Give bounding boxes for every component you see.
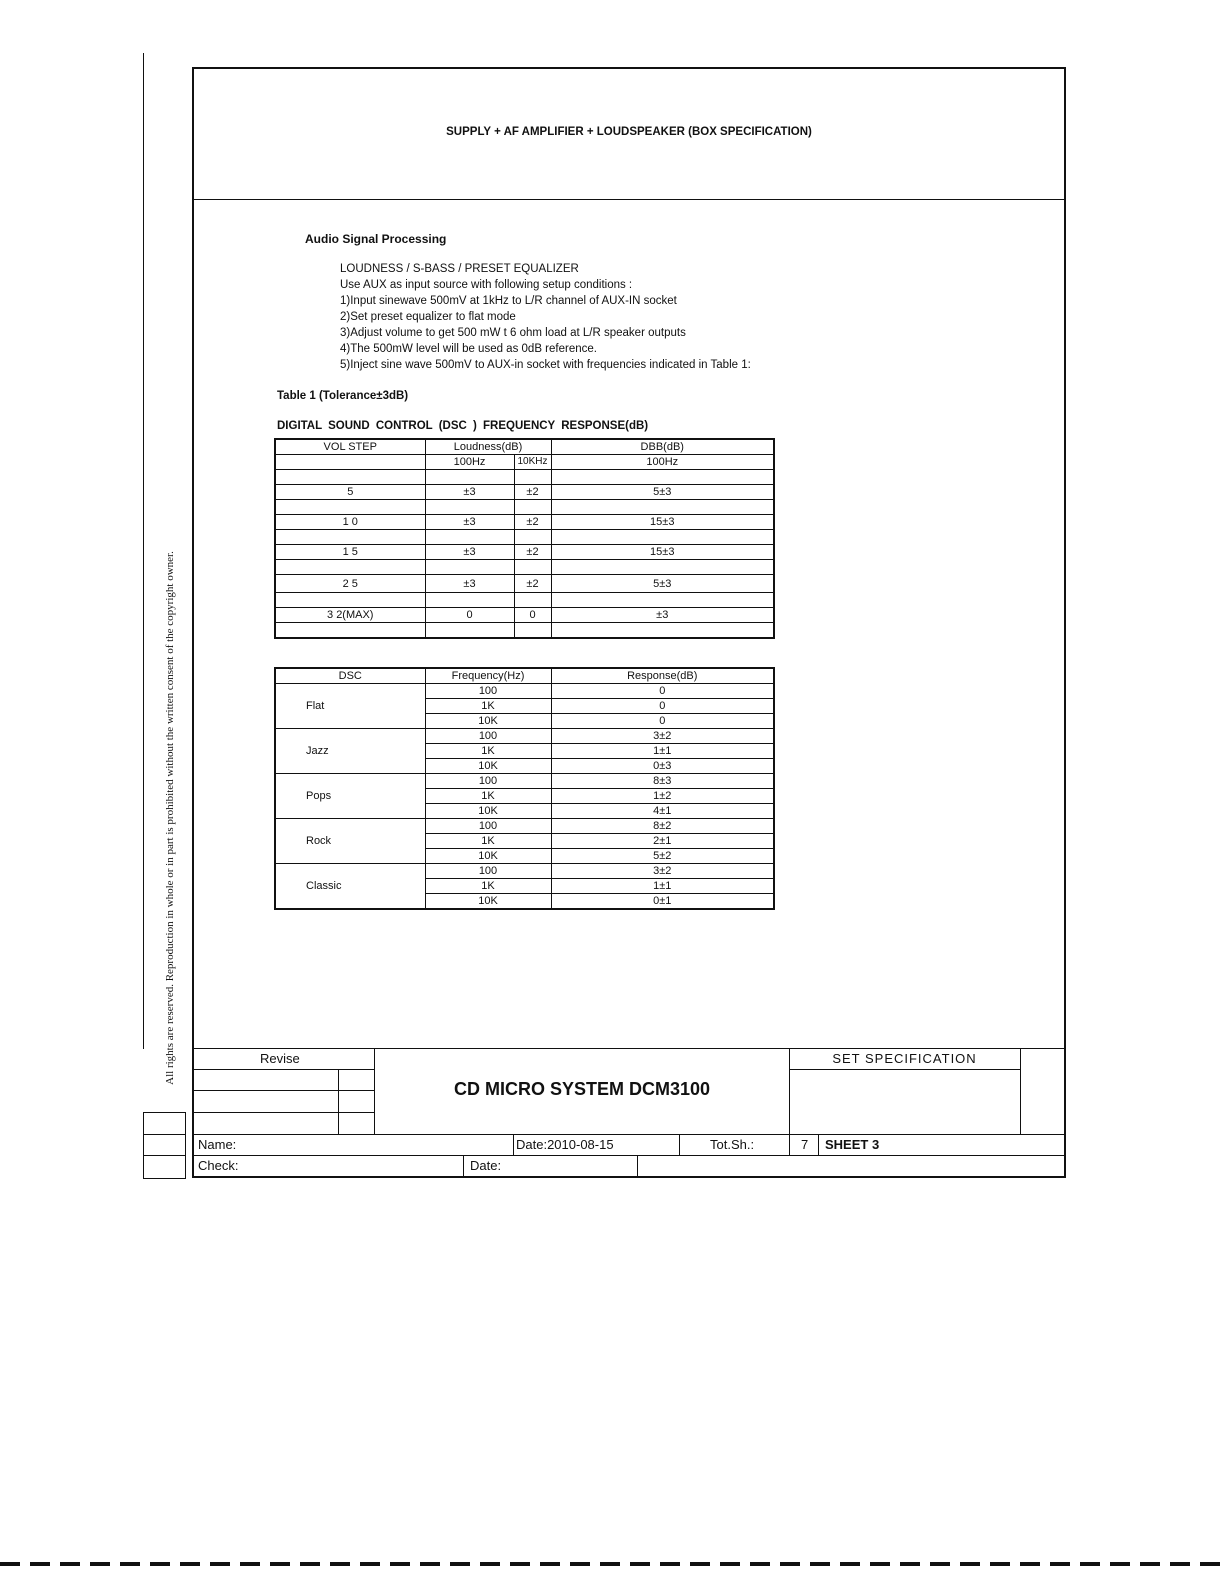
header-dbb: DBB(dB) xyxy=(551,439,774,455)
dsc-mode-jazz: Jazz xyxy=(275,729,425,774)
response: 0 xyxy=(551,684,774,699)
divider xyxy=(192,1069,374,1070)
revise-label: Revise xyxy=(260,1051,300,1066)
response: 5±2 xyxy=(551,849,774,864)
response: 8±3 xyxy=(551,774,774,789)
product-title: CD MICRO SYSTEM DCM3100 xyxy=(453,1079,711,1099)
table-row xyxy=(275,608,774,623)
dbb-value: ±3 xyxy=(551,608,774,623)
header-loudness: Loudness(dB) xyxy=(425,439,551,455)
loudness-10khz: 0 xyxy=(514,608,551,623)
loudness-100hz: 0 xyxy=(425,608,514,623)
section-heading: Audio Signal Processing xyxy=(305,232,447,246)
header-frequency: Frequency(Hz) xyxy=(425,668,551,684)
frequency: 10K xyxy=(425,894,551,910)
bottom-dashed-line xyxy=(0,1562,1220,1566)
divider xyxy=(679,1134,680,1155)
loudness-10khz: ±2 xyxy=(514,485,551,500)
response: 4±1 xyxy=(551,804,774,819)
vol-step: 1 5 xyxy=(275,545,425,560)
loudness-100hz: ±3 xyxy=(425,485,514,500)
spec-line: 4)The 500mW level will be used as 0dB reference. xyxy=(340,343,597,355)
dsc-caption: DIGITAL SOUND CONTROL (DSC ) FREQUENCY RESPONSE(dB) xyxy=(277,420,649,432)
frequency: 1K xyxy=(425,699,551,714)
dsc-mode-rock: Rock xyxy=(275,819,425,864)
loudness-10khz: ±2 xyxy=(514,515,551,530)
response: 0 xyxy=(551,714,774,729)
response: 1±2 xyxy=(551,789,774,804)
loudness-10khz: ±2 xyxy=(514,575,551,593)
dsc-mode-classic: Classic xyxy=(275,864,425,910)
frequency: 1K xyxy=(425,879,551,894)
dbb-value: 5±3 xyxy=(551,485,774,500)
spec-line: 3)Adjust volume to get 500 mW t 6 ohm load at L/R speaker outputs xyxy=(340,327,686,339)
header-divider xyxy=(192,199,1066,200)
divider xyxy=(338,1069,339,1134)
table-row xyxy=(275,774,774,789)
table-row xyxy=(275,515,774,530)
table-row xyxy=(275,684,774,699)
header-response: Response(dB) xyxy=(551,668,774,684)
left-margin-rule xyxy=(143,53,144,1049)
table-row xyxy=(275,575,774,593)
loudness-100hz: ±3 xyxy=(425,515,514,530)
copyright-note: All rights are reserved. Reproduction in whole or in part is prohibited without the written consent of the copyright owner. xyxy=(164,551,176,1085)
frequency: 100 xyxy=(425,684,551,699)
response: 3±2 xyxy=(551,729,774,744)
response: 1±1 xyxy=(551,744,774,759)
frequency: 100 xyxy=(425,864,551,879)
check-date-label: Date: xyxy=(470,1158,502,1173)
response: 1±1 xyxy=(551,879,774,894)
vol-step: 5 xyxy=(275,485,425,500)
subheader-10khz: 10KHz xyxy=(514,455,551,470)
vol-step-table xyxy=(274,438,775,639)
divider xyxy=(192,1155,1066,1156)
vol-step: 3 2(MAX) xyxy=(275,608,425,623)
loudness-10khz: ±2 xyxy=(514,545,551,560)
table-row xyxy=(275,864,774,879)
table-caption: Table 1 (Tolerance±3dB) xyxy=(277,390,409,402)
tot-sheets-value: 7 xyxy=(801,1137,809,1152)
vol-step: 1 0 xyxy=(275,515,425,530)
response: 2±1 xyxy=(551,834,774,849)
date-value: Date:2010-08-15 xyxy=(516,1137,614,1152)
response: 8±2 xyxy=(551,819,774,834)
table-row xyxy=(275,545,774,560)
divider xyxy=(1020,1048,1021,1134)
subheader-100hz: 100Hz xyxy=(425,455,514,470)
set-spec-label: SET SPECIFICATION xyxy=(832,1051,977,1066)
spec-line: 2)Set preset equalizer to flat mode xyxy=(340,311,516,323)
check-label: Check: xyxy=(198,1158,239,1173)
table-row xyxy=(275,485,774,500)
frequency: 100 xyxy=(425,729,551,744)
spec-line: 5)Inject sine wave 500mV to AUX-in socket with frequencies indicated in Table 1: xyxy=(340,359,751,371)
title-block-top-line xyxy=(192,1048,1066,1049)
frequency: 1K xyxy=(425,744,551,759)
loudness-100hz: ±3 xyxy=(425,575,514,593)
loudness-100hz: ±3 xyxy=(425,545,514,560)
divider xyxy=(789,1134,790,1155)
divider xyxy=(818,1134,819,1155)
subheader-dbb-100hz: 100Hz xyxy=(551,455,774,470)
table-row xyxy=(275,819,774,834)
dsc-mode-flat: Flat xyxy=(275,684,425,729)
frequency: 1K xyxy=(425,789,551,804)
header-dsc: DSC xyxy=(275,668,425,684)
dsc-mode-pops: Pops xyxy=(275,774,425,819)
divider xyxy=(789,1069,1020,1070)
divider xyxy=(192,1134,1066,1135)
dbb-value: 15±3 xyxy=(551,545,774,560)
divider xyxy=(192,1090,374,1091)
header-vol-step: VOL STEP xyxy=(275,439,425,455)
tot-sheets-label: Tot.Sh.: xyxy=(710,1137,755,1152)
dbb-value: 15±3 xyxy=(551,515,774,530)
divider xyxy=(513,1134,514,1155)
name-label: Name: xyxy=(198,1137,237,1152)
frequency: 100 xyxy=(425,774,551,789)
dbb-value: 5±3 xyxy=(551,575,774,593)
spec-line: 1)Input sinewave 500mV at 1kHz to L/R channel of AUX-IN socket xyxy=(340,295,677,307)
spec-line: LOUDNESS / S-BASS / PRESET EQUALIZER xyxy=(340,263,579,275)
response: 0±1 xyxy=(551,894,774,910)
frequency: 10K xyxy=(425,714,551,729)
dsc-response-table xyxy=(274,667,775,910)
response: 3±2 xyxy=(551,864,774,879)
sheet-number: SHEET 3 xyxy=(825,1137,880,1152)
divider xyxy=(143,1155,186,1156)
frequency: 10K xyxy=(425,849,551,864)
frequency: 1K xyxy=(425,834,551,849)
document-title: SUPPLY + AF AMPLIFIER + LOUDSPEAKER (BOX SPECIFICATION) xyxy=(446,126,812,138)
response: 0±3 xyxy=(551,759,774,774)
response: 0 xyxy=(551,699,774,714)
margin-box xyxy=(143,1112,186,1179)
divider xyxy=(463,1155,464,1178)
frequency: 10K xyxy=(425,759,551,774)
frequency: 100 xyxy=(425,819,551,834)
table-row xyxy=(275,729,774,744)
frequency: 10K xyxy=(425,804,551,819)
vol-step: 2 5 xyxy=(275,575,425,593)
spec-line: Use AUX as input source with following setup conditions : xyxy=(340,279,633,291)
divider xyxy=(637,1155,638,1178)
divider xyxy=(192,1112,374,1113)
divider xyxy=(143,1134,186,1135)
